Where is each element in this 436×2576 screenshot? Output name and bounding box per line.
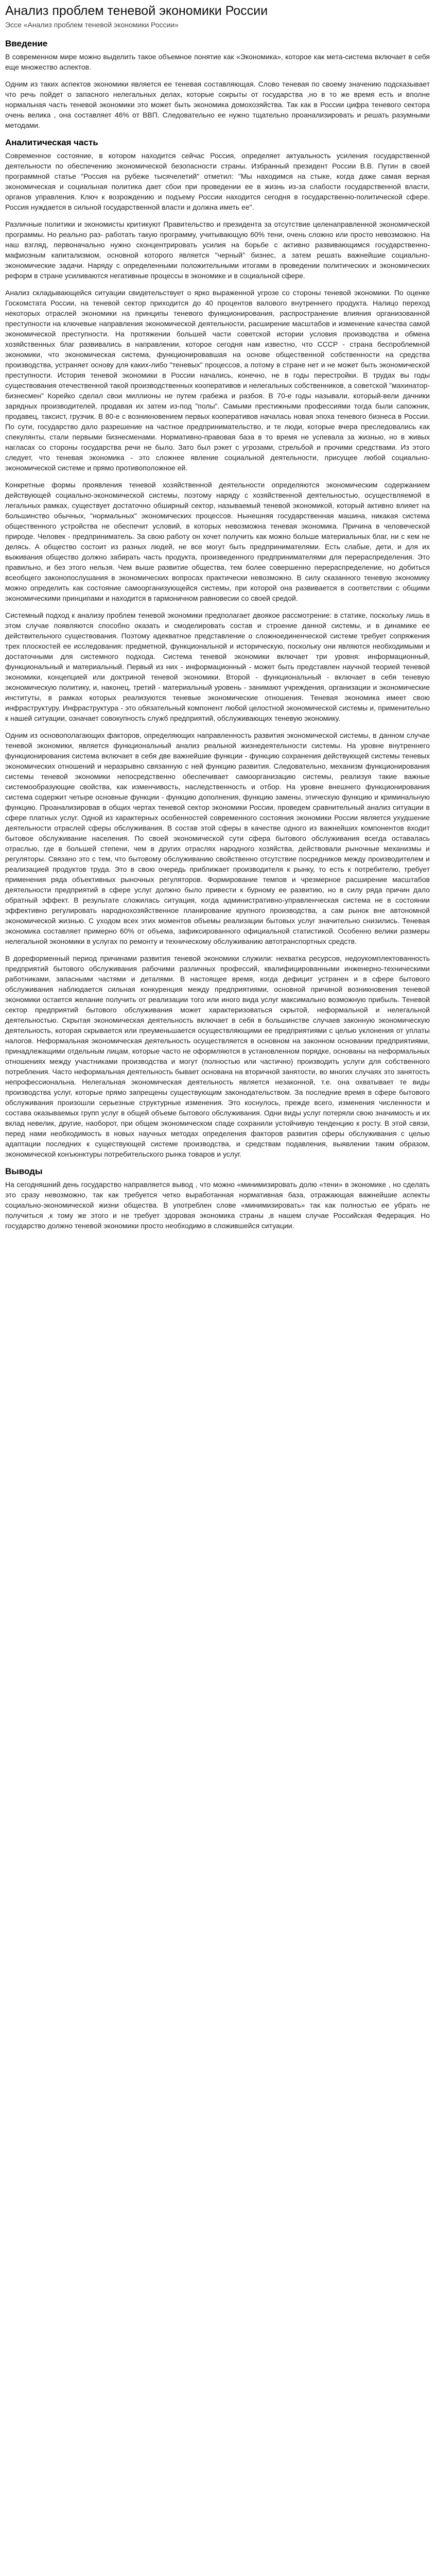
page-subtitle: Эссе «Анализ проблем теневой экономики России»	[5, 21, 179, 29]
paragraph: В дореформенный период причинами развития теневой экономики служили: нехватка ресурсов, недоукомплектованность предприятий бытового обслуживания рабочими различных профессий, квалифицированными инженерно-техническими работниками, запасными частями и деталями. В настоящее время, когда дефицит устранен и в сфере бытового обслуживания наблюдается сильная конкуренция между предприятиями, основной причиной возникновения теневой экономики остается желание получить от реализации того или иного вида услуг максимально возможную прибыль. Теневой сектор предприятий бытового обслуживания может характеризоваться скрытой, неформальной и нелегальной деятельностью. Скрытая экономическая деятельность включает в себя в большинстве случаев законную экономическую деятельность, которая скрывается или преуменьшается осуществляющими ее предприятиями с целью уклонения от уплаты налогов. Неформальная экономическая деятельность осуществляется в основном на законном основании предприятиями, принадлежащими отдельным лицам, которые часто не оформляются в установленном порядке, основаны на неформальных отношениях между участниками производства и могут (полностью или частично) производить услуги для собственного потребления. Часто неформальная деятельность бывает основана на вторичной занятости, во многих случаях это занятость непрофессиональна. Нелегальная экономическая деятельность является незаконной, т.е. она охватывает те виды производства услуг, которые прямо запрещены существующим законодательством. За последние время в сфере бытового обслуживания произошли серьезные структурные изменения. Это коснулось, прежде всего, изменения численности и состава оказываемых групп услуг в общей объеме бытового обслуживания. Одни виды услуг потеряли свою значимость и их вклад невелик, другие, наоборот, при общем экономическом спаде сохранили устойчивую тенденцию к росту. В этой связи, перед нами необходимость в новых научных методах определения факторов развития сферы обслуживания с целью адаптации последних к существующей системе производства, и средствам подавления, выявлении таким образом, экономической конъюнктуры потребительского рынка товаров и услуг.	[5, 954, 430, 1158]
section-conclusions	[5, 1166, 430, 1231]
section-heading: Выводы	[5, 1166, 43, 1176]
paragraph: В современном мире можно выделить такое объемное понятие как «Экономика», которое как мета-система включает в себя еще множество аспектов.	[5, 53, 430, 71]
paragraph: На сегодняшний день государство направляется вывод , что можно «минимизировать долю «тени» в экономике , но сделать это сразу невозможно, так как требуется четко выработанная нормативная база, отражающая важнейшие аспекты социально-экономической жизни общества. В употреблен слове «минимизировать» так как полностью ее убрать не получиться ,к тому же этого и не требует здоровая экономика страны ,в нашем случае Российская Федерация. Но государство должно теневой экономики просто необходимо в сложившейся ситуации.	[5, 1180, 430, 1230]
paragraph: Системный подход к анализу проблем теневой экономики предполагает двоякое рассмотрение: в статике, поскольку лишь в этом случае появляются способно оказать и смоделировать состав и строение данной системы, и в динамике ее действительного существования. Поэтому адекватное представление о сложноединенческой системе требует сопряжения трех плоскостей ее исследования: предметной, функциональной и историческую, поскольку они являются необходимыми и достаточными для системного подхода. Система теневой экономики включает три уровня: информационный, функциональный и материальный. Первый из них - информационный - может быть представлен научной теорией теневой экономики, концепцией или доктриной теневой экономики. Второй - функциональный - включает в себя теневую экономическую политику, и, наконец, третий - материальный уровень - занимают учреждения, организации и экономические институты, в рамках которых реализуются теневые экономические отношения. Теневая экономика имеет свою инфраструктуру. Инфраструктура - это обязательный компонент любой целостной экономической системы и, применительно к нашей ситуации, означает совокупность служб предприятий, обслуживающих теневую экономику.	[5, 611, 430, 722]
paragraph: Конкретные формы проявления теневой хозяйственной деятельности определяются экономическим содержанием действующей социально-экономической системы, поэтому наряду с хозяйственной деятельностью, осуществляемой в легальных рамках, существует достаточно обширный сектор, называемый теневой экономикой, который активно влияет на большинство обычных, "нормальных" экономических процессов. Нынешняя государственная машина, никакая система общественного устройства не обеспечит условий, в которых невозможна теневая экономика. Причина в человеческой природе. Человек - предприниматель. За свою работу он хочет получить как можно больше материальных благ, ни с кем не делясь. А общество состоит из разных людей, не все могут быть предпринимателями. Есть слабые, дети, и для их выживания общество должно забирать часть продукта, произведенного предпринимателями для перераспределения. Это правильно, и без этого нельзя. Чем выше развитие общества, тем более совершенно перераспределение, но добиться всеобщего законопослушания в экономических вопросах практически невозможно. В силу сказанного теневую экономику можно определить как состояние самоорганизующейся системы, при которой она развивается в соответствии с общими экономическими принципами и находится в гармоничном равновесии со своей средой.	[5, 481, 430, 602]
essay-page	[0, 0, 436, 1246]
paragraph: Современное состояние, в котором находится сейчас Россия, определяет актуальность усиления государственной деятельности по обеспечению экономической безопасности страны. Избранный президент России В.В. Путин в своей программной статье "Россия на рубеже тысячелетий" отметил: "Мы находимся на стыке, когда даже самая верная экономическая и социальная политика дает сбои при проведении ее в жизнь из-за слабости государственной власти, органов управления. Ключ к возрождению и подъему России находится сегодня в государственно-политической сфере. Россия нуждается в сильной государственной власти и должна иметь ее".	[5, 151, 430, 211]
paragraph: Одним из таких аспектов экономики является ее теневая составляющая. Слово теневая по своему значению подсказывает что речь пойдет о запасного нелегальных делах, которые сокрыты от государства ,но в то же время есть и вполне нормальная часть теневой экономики это может быть экономика домохозяйства. Так как в России цифра теневого сектора очень велика , она составляет 46% от ВВП. Следовательно ее нужно тщательно проанализировать и решать разумными методами.	[5, 80, 430, 129]
paragraph: Анализ складывающейся ситуации свидетельствует о ярко выраженной угрозе со стороны теневой экономики. По оценке Госкомстата России, на теневой сектор приходится до 40 процентов валового внутреннего продукта. Налицо переход некоторых отраслей экономики на принципы теневого функционирования, распространение влияния организованной преступности на ключевые направления экономической деятельности, расширение масштабов и изменение качества самой экономической преступности. На протяжении большей части советской истории условия производства и обмена хозяйственных благ развивались в направлении, которое сегодня нам известно, что СССР - страна беспроблемной экономики, что экономическая система, функционировавшая на основе общественной собственности на средства производства, устраняет основу для каких-либо "теневых" процессов, а потому в стране нет и не может быть экономической преступности. История теневой экономики в России начались, конечно, не в годы перестройки. В трудах вы годы существования отечественной такой производственных кооперативов и нелегальных собственников, а советской "махинатор-бизнесмен" Корейко сделал свои миллионы не путем грабежа и разбоя. В 70-е годы называли, который-вели дачники зарядных производителей, продавая их затем из-под "полы". Самыми престижными профессиями тогда были сапожник, продавец, таксист, грузчик. В 80-е с возникновением первых кооперативов началась новая эпоха теневого бизнеса в России. По сути, государство дало разрешение на частное предпринимательство, и те люди, которые вчера преследовались как спекулянты, стали первыми бизнесменами. Нормативно-правовая база в то время не успевала за жизнью, но в живых нагласах со стороны государства речи не было. Зато был рэкет с угрозами, стрельбой и прочими средствами. Из этого следует, что теневая экономика - это сложнее явление социальной деятельности, присущее любой социально-экономической системе и прямо противоположное ей.	[5, 289, 430, 472]
section-analysis	[5, 137, 430, 1159]
section-introduction	[5, 38, 430, 130]
page-title: Анализ проблем теневой экономики России	[5, 4, 268, 18]
paragraph: Различные политики и экономисты критикуют Правительство и президента за отсутствие целенаправленной экономической программы. Но реально раз- работать такую программу, учитывающую 60% тени, очень сложно или просто невозможно. На наш взгляд, первоначально нужно сконцентрировать усилия на борьбе с активно развивающимся государственно-мафиозным капитализмом, основной которого является "черный" бизнес, а затем решать важнейшие социально-экономические задачи. Наряду с определенными положительными итогами в проведении политических и экономических реформ в стране усиливаются негативные процессы в экономике и в социальной сфере.	[5, 220, 430, 280]
section-heading: Введение	[5, 39, 48, 48]
section-heading: Аналитическая часть	[5, 138, 98, 147]
paragraph: Одним из основополагающих факторов, определяющих направленность развития экономической системы, в данном случае теневой экономики, является функциональный анализ реальной жизнедеятельности системы. На уровне внутреннего функционирования система включает в себя две важнейшие функции - функцию сохранения действующей системы теневых экономических отношений и неразрывно связанную с ней функцию развития. Следовательно, механизм функционирования системы теневой экономики непосредственно обеспечивает самоорганизацию системы, реализуя такие важные системообразующие свойства, как изменчивость, наследственность и отбор. На уровне внешнего функционирования система содержит четыре основные функции - функцию дополнения, функцию замены, этическую функцию и криминальную функцию. Проанализировав в общих чертах теневой сектор экономики России, проведем сравнительный анализ ситуации в сфере платных услуг. Одной из характерных особенностей современного состояния экономики России является ухудшение деятельности отраслей сферы обслуживания. В состав этой сферы в качестве одного из важнейших компонентов входит бытовое обслуживание населения. По своей экономической сути сфера бытового обслуживания всегда оставалась отраслью, где в большей степени, чем в других отраслях народного хозяйства, действовали рыночные механизмы и регуляторы. Связано это с тем, что бытовому обслуживанию свойственно отсутствие посредников между производителем и реализацией продуктов труда. Это в свою очередь приближает производителя к рынку, то есть к потребителю, требует применения ряда объективных рыночных регуляторов. Формирование темпов и чрезмерное расширение масштабов деятельности предприятий в сфере услуг должно было привести к бурному ее развитию, но в силу ряда причин дало обратный эффект. В результате сложилась ситуация, когда административно-управленческая система не в состоянии эффективно регулировать народнохозяйственное планирование крупного производства, а сам рынок вне автономной экономической жизнью. С уходом всех этих моментов объемы реализации бытовых услуг значительно снизились. Теневая экономика составляет примерно 60% от объема, зафиксированного официальной статистикой. Особенно велики размеры нелегальной экономики в услугах по ремонту и техническому обслуживанию автотранспортных средств.	[5, 731, 430, 945]
